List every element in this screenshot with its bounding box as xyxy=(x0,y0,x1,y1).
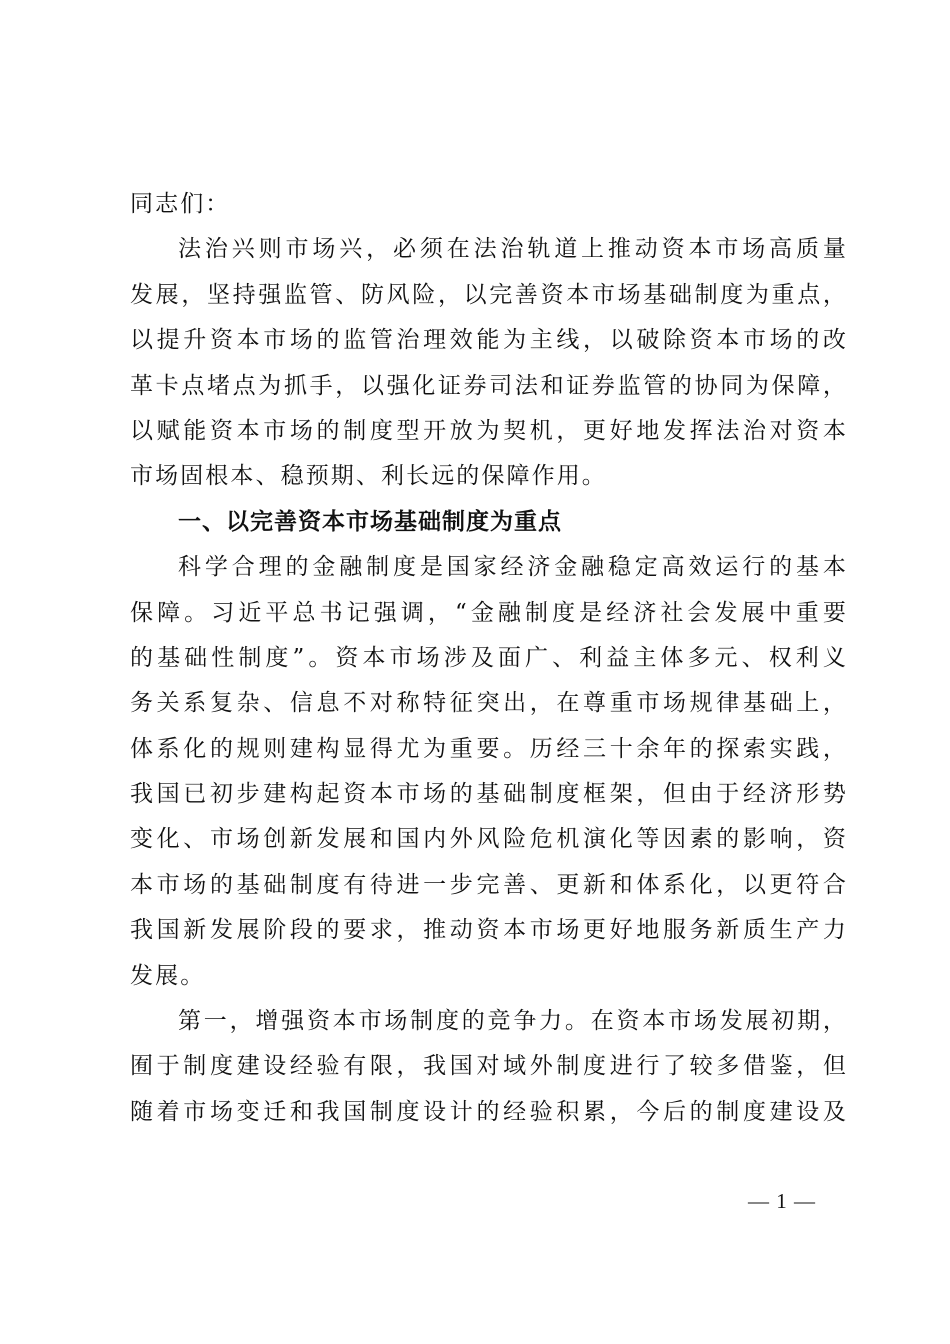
paragraph-line: 体系化的规则建构显得尤为重要。历经三十余年的探索实践， xyxy=(130,735,848,762)
paragraph-line: 以提升资本市场的监管治理效能为主线，以破除资本市场的改 xyxy=(130,327,848,354)
paragraph-line: 保障。习近平总书记强调，“金融制度是经济社会发展中重要 xyxy=(130,599,848,626)
paragraph-line: 本市场的基础制度有待进一步完善、更新和体系化，以更符合 xyxy=(130,871,848,898)
paragraph-line: 的基础性制度”。资本市场涉及面广、利益主体多元、权利义 xyxy=(130,644,848,671)
salutation: 同志们： xyxy=(130,191,231,217)
paragraph-line: 发展。 xyxy=(130,962,206,989)
section-heading: 一、以完善资本市场基础制度为重点 xyxy=(178,508,562,535)
intro-paragraph xyxy=(130,227,848,499)
paragraph-line: 发展，坚持强监管、防风险，以完善资本市场基础制度为重点， xyxy=(130,281,848,308)
paragraph-line: 变化、市场创新发展和国内外风险危机演化等因素的影响，资 xyxy=(130,826,848,853)
body-text xyxy=(130,182,848,1135)
paragraph-line: 我国新发展阶段的要求，推动资本市场更好地服务新质生产力 xyxy=(130,917,848,944)
paragraph-line: 以赋能资本市场的制度型开放为契机，更好地发挥法治对资本 xyxy=(130,417,848,444)
paragraph-line: 法治兴则市场兴，必须在法治轨道上推动资本市场高质量 xyxy=(178,236,848,263)
paragraph-line: 随着市场变迁和我国制度设计的经验积累，今后的制度建设及 xyxy=(130,1098,848,1125)
page-number: — 1 — xyxy=(748,1189,816,1213)
paragraph-line: 革卡点堵点为抓手，以强化证券司法和证券监管的协同为保障， xyxy=(130,372,848,399)
paragraph-line: 第一，增强资本市场制度的竞争力。在资本市场发展初期， xyxy=(178,1008,848,1035)
paragraph-line: 务关系复杂、信息不对称特征突出，在尊重市场规律基础上， xyxy=(130,690,848,717)
paragraph-line: 市场固根本、稳预期、利长远的保障作用。 xyxy=(130,463,607,490)
paragraph-line: 科学合理的金融制度是国家经济金融稳定高效运行的基本 xyxy=(178,554,848,581)
section-paragraph-2 xyxy=(130,999,848,1135)
paragraph-line: 囿于制度建设经验有限，我国对域外制度进行了较多借鉴，但 xyxy=(130,1053,848,1080)
paragraph-line: 我国已初步建构起资本市场的基础制度框架，但由于经济形势 xyxy=(130,781,848,808)
section-paragraph-1 xyxy=(130,545,848,999)
